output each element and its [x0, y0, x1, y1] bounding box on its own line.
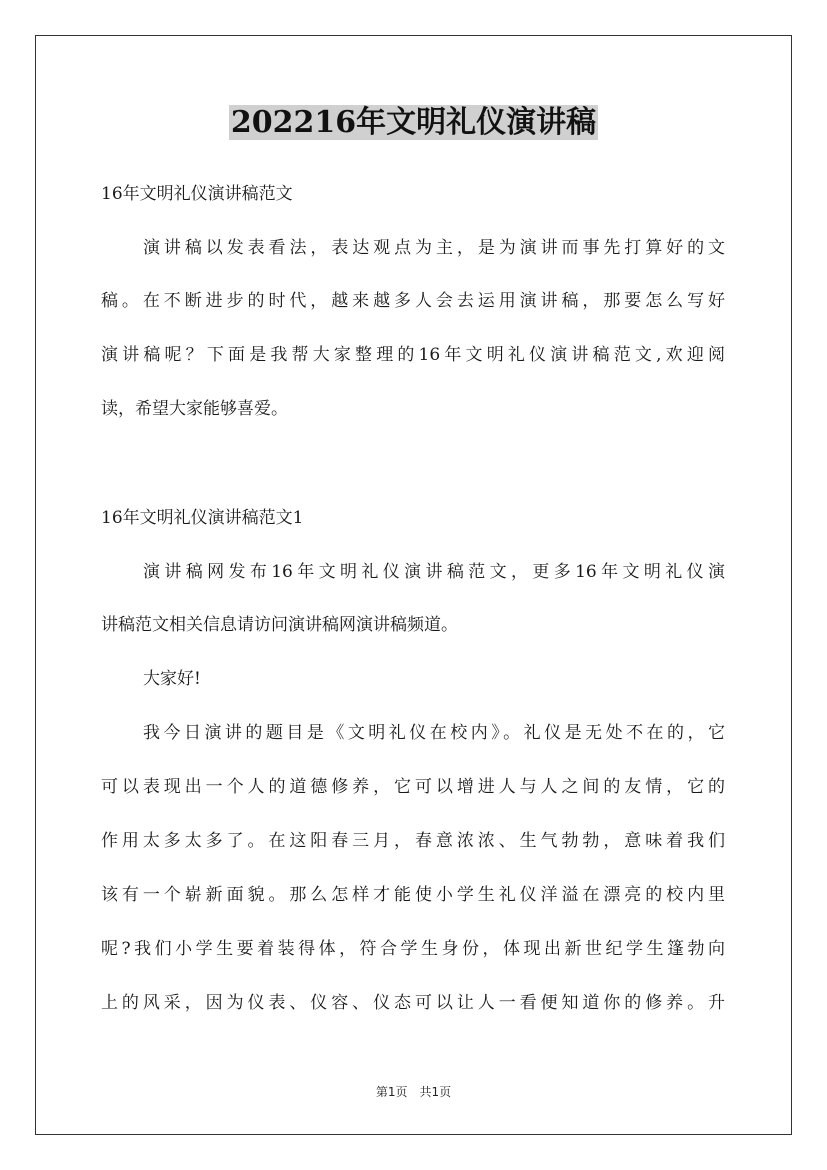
section-heading-2: 16年文明礼仪演讲稿范文1	[101, 508, 304, 528]
page-number: 第1页	[375, 1085, 408, 1099]
para3-line-2: 可以表现出一个人的道德修养，它可以增进人与人之间的友情，它的	[101, 777, 725, 797]
intro-line-2: 稿。在不断进步的时代，越来越多人会去运用演讲稿，那要怎么写好	[101, 291, 725, 311]
intro-line-3: 演讲稿呢？下面是我帮大家整理的16年文明礼仪演讲稿范文,欢迎阅	[101, 345, 725, 365]
document-title-text: 202216年文明礼仪演讲稿	[230, 105, 597, 140]
document-title	[0, 101, 827, 145]
para2-line-2: 讲稿范文相关信息请访问演讲稿网演讲稿频道。	[101, 615, 458, 635]
para3-line-3: 作用太多太多了。在这阳春三月，春意浓浓、生气勃勃，意味着我们	[101, 831, 725, 851]
intro-line-1: 演讲稿以发表看法，表达观点为主，是为演讲而事先打算好的文	[143, 238, 725, 258]
section-heading-1: 16年文明礼仪演讲稿范文	[101, 184, 293, 204]
page-total: 共1页	[419, 1085, 452, 1099]
para2-line-1: 演讲稿网发布16年文明礼仪演讲稿范文，更多16年文明礼仪演	[143, 562, 725, 582]
greeting: 大家好!	[143, 669, 201, 689]
para3-line-4: 该有一个崭新面貌。那么怎样才能使小学生礼仪洋溢在漂亮的校内里	[101, 885, 725, 905]
para3-line-5: 呢?我们小学生要着装得体，符合学生身份，体现出新世纪学生篷勃向	[101, 939, 725, 959]
page-footer	[0, 1084, 827, 1100]
intro-line-4: 读，希望大家能够喜爱。	[101, 399, 288, 419]
para3-line-1: 我今日演讲的题目是《文明礼仪在校内》。礼仪是无处不在的，它	[143, 723, 725, 743]
para3-line-6: 上的风采，因为仪表、仪容、仪态可以让人一看便知道你的修养。升	[101, 993, 725, 1013]
